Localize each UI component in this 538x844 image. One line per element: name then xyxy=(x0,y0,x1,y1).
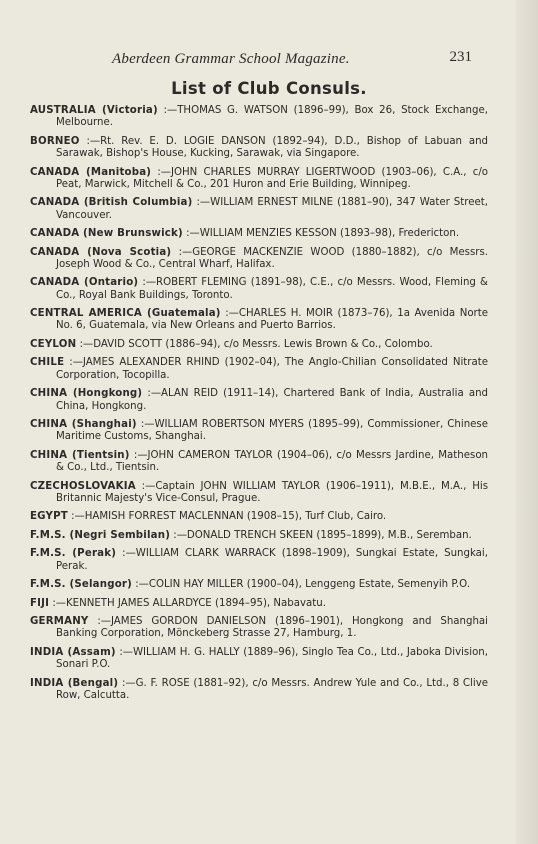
entry-details: DONALD TRENCH SKEEN (1895–1899), M.B., Seremban. xyxy=(186,529,472,541)
consul-list xyxy=(30,105,488,708)
entry-separator: :— xyxy=(171,246,193,258)
consul-entry xyxy=(30,105,488,130)
consul-entry xyxy=(30,548,488,573)
entry-details: ALAN REID (1911–14), Chartered Bank of India, Australia and China, Hongkong. xyxy=(56,388,488,412)
entry-separator: :— xyxy=(192,197,211,209)
entry-separator: :— xyxy=(116,548,136,560)
entry-separator: :— xyxy=(115,646,133,658)
entry-country: CEYLON xyxy=(30,338,77,350)
entry-country: CHINA (Tientsin) xyxy=(30,449,130,461)
entry-separator: :— xyxy=(151,166,171,178)
entry-country: F.M.S. (Selangor) xyxy=(30,579,132,591)
consul-entry xyxy=(30,481,488,506)
consul-entry xyxy=(30,450,488,475)
entry-country: CHILE xyxy=(30,357,65,369)
consul-entry xyxy=(30,308,488,333)
entry-details: HAMISH FORREST MACLENNAN (1908–15), Turf Club, Cairo. xyxy=(84,511,387,523)
consul-entry xyxy=(30,678,488,703)
entry-separator: :— xyxy=(88,616,111,628)
entry-country: INDIA (Bengal) xyxy=(30,677,119,689)
entry-country: CANADA (British Columbia) xyxy=(30,197,193,209)
consul-entry xyxy=(30,530,488,542)
entry-country: GERMANY xyxy=(30,616,89,628)
entry-details: GEORGE MACKENZIE WOOD (1880–1882), c/o Messrs. Joseph Wood & Co., Central Wharf, Halifax. xyxy=(56,246,489,270)
entry-details: Captain JOHN WILLIAM TAYLOR (1906–1911), M.B.E., M.A., His Britannic Majesty's Vice-Consul, Prague. xyxy=(56,480,488,504)
entry-separator: :— xyxy=(132,579,149,591)
entry-details: WILLIAM CLARK WARRACK (1898–1909), Sungkai Estate, Sungkai, Perak. xyxy=(56,548,488,572)
entry-country: CANADA (Ontario) xyxy=(30,277,139,289)
entry-details: CHARLES H. MOIR (1873–76), 1a Avenida Norte No. 6, Guatemala, via New Orleans and Puerto Barrios. xyxy=(56,308,489,332)
entry-separator: :— xyxy=(182,228,200,240)
entry-separator: :— xyxy=(79,135,101,147)
entry-country: CZECHOSLOVAKIA xyxy=(30,480,136,492)
entry-separator: :— xyxy=(49,597,66,609)
consul-entry xyxy=(30,357,488,382)
entry-separator: :— xyxy=(64,357,83,369)
entry-separator: :— xyxy=(220,308,239,320)
consul-entry xyxy=(30,277,488,302)
entry-separator: :— xyxy=(136,419,155,430)
consul-entry xyxy=(30,228,488,240)
consul-entry xyxy=(30,388,488,413)
entry-details: DAVID SCOTT (1886–94), c/o Messrs. Lewis Brown & Co., Colombo. xyxy=(93,338,433,350)
entry-country: CHINA (Shanghai) xyxy=(30,419,137,430)
running-header xyxy=(36,48,472,70)
entry-separator: :— xyxy=(142,388,162,400)
entry-country: FIJI xyxy=(30,597,50,609)
page-edge-shadow xyxy=(516,0,538,844)
entry-separator: :— xyxy=(67,511,85,523)
entry-details: JAMES ALEXANDER RHIND (1902–04), The Anglo-Chilian Consolidated Nitrate Corporation, Tocopilla. xyxy=(56,357,488,381)
consul-entry xyxy=(30,419,488,444)
entry-details: COLIN HAY MILLER (1900–04), Lenggeng Estate, Semenyih P.O. xyxy=(148,579,471,591)
entry-country: CANADA (Manitoba) xyxy=(30,166,152,178)
entry-separator: :— xyxy=(129,449,148,461)
entry-country: F.M.S. (Perak) xyxy=(30,548,117,560)
consul-entry xyxy=(30,197,488,222)
consul-entry xyxy=(30,511,488,523)
entry-details: WILLIAM H. G. HALLY (1889–96), Singlo Tea Co., Ltd., Jaboka Division, Sonari P.O. xyxy=(56,646,488,671)
entry-country: CANADA (New Brunswick) xyxy=(30,228,183,240)
entry-separator: :— xyxy=(138,277,157,289)
entry-details: WILLIAM ROBERTSON MYERS (1895–99), Commissioner, Chinese Maritime Customs, Shanghai. xyxy=(56,419,489,443)
entry-country: BORNEO xyxy=(30,135,80,147)
consul-entry xyxy=(30,598,488,610)
consul-entry xyxy=(30,247,488,272)
entry-details: ROBERT FLEMING (1891–98), C.E., c/o Messrs. Wood, Fleming & Co., Royal Bank Buildings, Toronto. xyxy=(56,277,489,301)
entry-details: Rt. Rev. E. D. LOGIE DANSON (1892–94), D.D., Bishop of Labuan and Sarawak, Bishop's House, Kucking, Sarawak, via Singapore. xyxy=(56,135,489,160)
entry-details: THOMAS G. WATSON (1896–99), Box 26, Stock Exchange, Melbourne. xyxy=(56,105,488,129)
consul-entry xyxy=(30,579,488,591)
entry-country: EGYPT xyxy=(30,511,68,523)
entry-details: JOHN CAMERON TAYLOR (1904–06), c/o Messrs Jardine, Matheson & Co., Ltd., Tientsin. xyxy=(56,449,489,474)
consul-entry xyxy=(30,647,488,672)
entry-country: CENTRAL AMERICA (Guatemala) xyxy=(30,308,221,320)
page-title: List of Club Consuls. xyxy=(171,79,367,98)
entry-separator: :— xyxy=(157,105,178,116)
entry-details: JAMES GORDON DANIELSON (1896–1901), Hongkong and Shanghai Banking Corporation, Mönckeberg Strasse 27, Hamburg, 1. xyxy=(56,616,488,640)
entry-country: F.M.S. (Negri Sembilan) xyxy=(30,529,171,541)
consul-entry xyxy=(30,167,488,192)
consul-entry xyxy=(30,339,488,351)
entry-details: KENNETH JAMES ALLARDYCE (1894–95), Nabavatu. xyxy=(66,597,326,609)
entry-country: AUSTRALIA (Victoria) xyxy=(30,105,158,116)
entry-country: CANADA (Nova Scotia) xyxy=(30,246,172,258)
entry-separator: :— xyxy=(135,480,156,492)
entry-separator: :— xyxy=(170,529,187,541)
entry-separator: :— xyxy=(76,338,94,350)
running-title: Aberdeen Grammar School Magazine. xyxy=(112,51,350,67)
entry-details: JOHN CHARLES MURRAY LIGERTWOOD (1903–06), C.A., c/o Peat, Marwick, Mitchell & Co., 201 Huron and Erie Building, Winnipeg. xyxy=(56,166,489,190)
entry-country: INDIA (Assam) xyxy=(30,646,116,658)
entry-details: WILLIAM MENZIES KESSON (1893–98), Fredericton. xyxy=(199,228,460,240)
entry-country: CHINA (Hongkong) xyxy=(30,388,143,400)
entry-details: WILLIAM ERNEST MILNE (1881–90), 347 Water Street, Vancouver. xyxy=(56,197,489,221)
page-number: 231 xyxy=(449,49,472,65)
entry-details: G. F. ROSE (1881–92), c/o Messrs. Andrew Yule and Co., Ltd., 8 Clive Row, Calcutta. xyxy=(56,677,488,701)
consul-entry xyxy=(30,616,488,641)
consul-entry xyxy=(30,136,488,161)
entry-separator: :— xyxy=(118,677,136,689)
